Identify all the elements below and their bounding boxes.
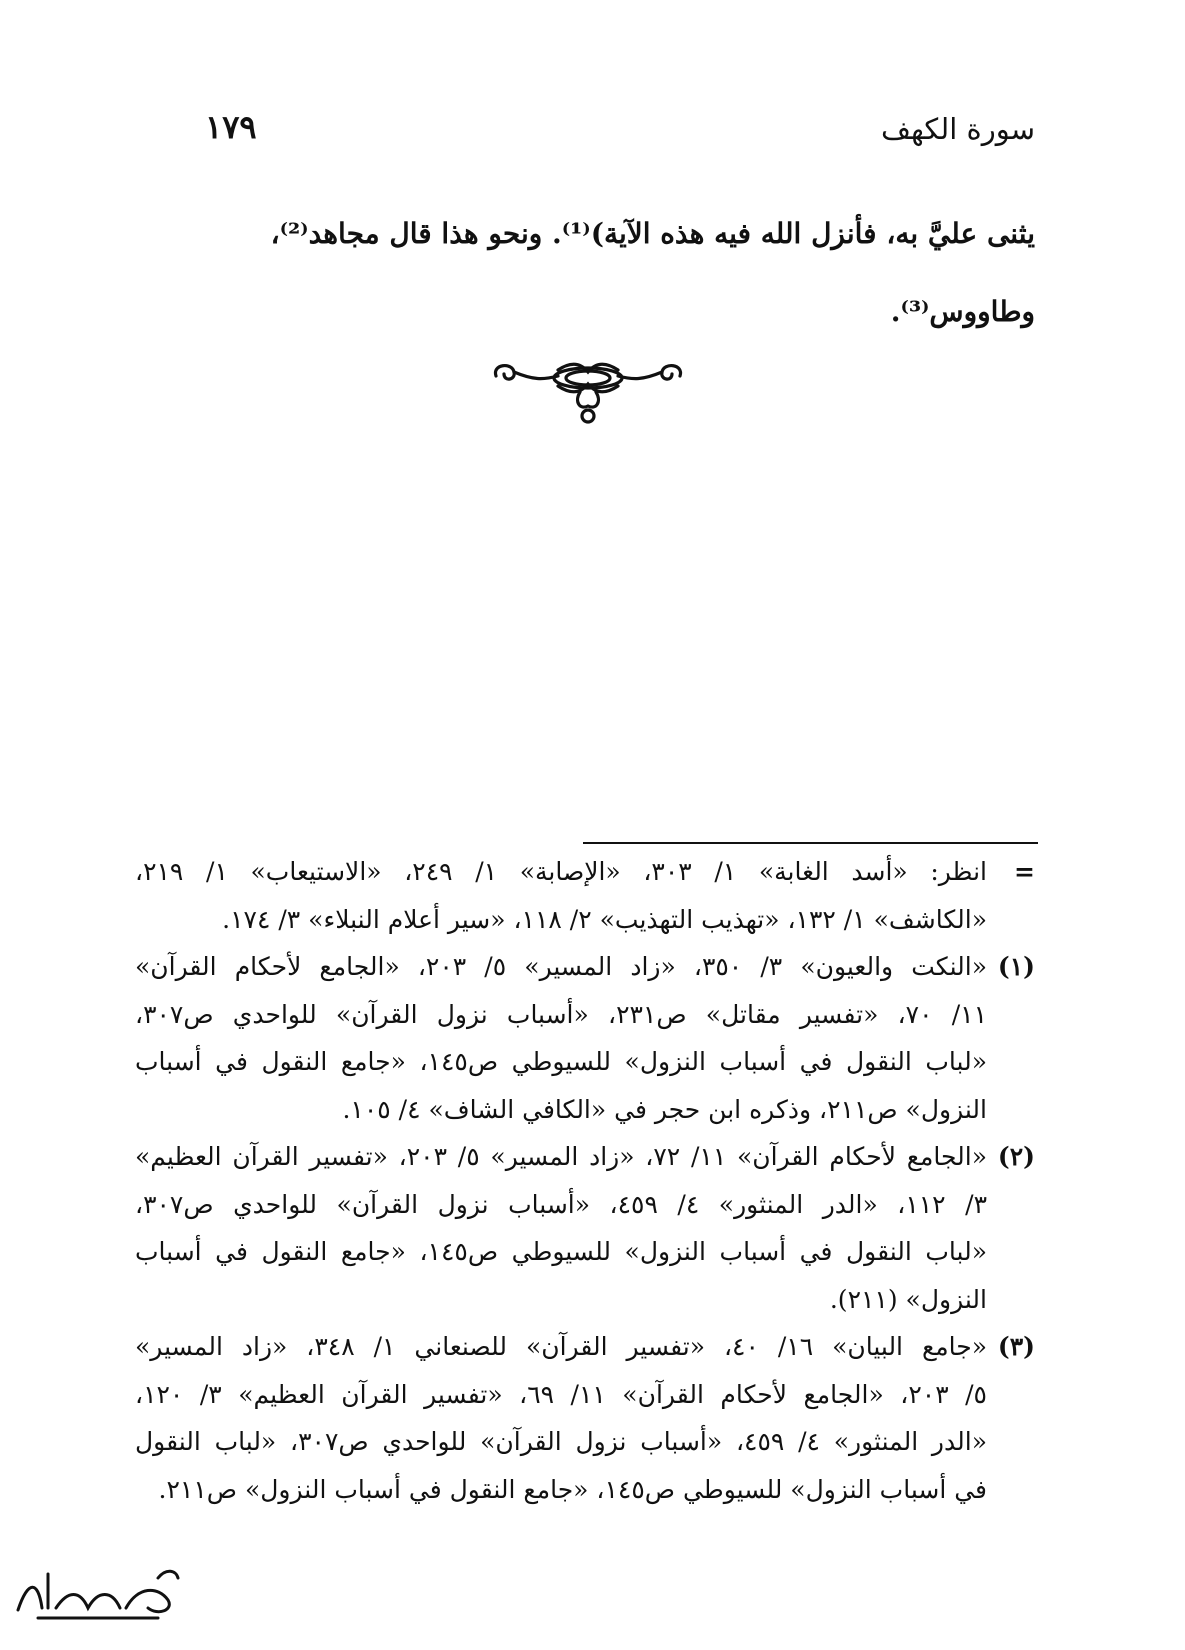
footnote-line: «الدر المنثور» ٤/ ٤٥٩، «أسباب نزول القرآن» للواحدي ص٣٠٧، «لباب النقول bbox=[135, 1427, 987, 1456]
footnote-line: ٣/ ١١٢، «الدر المنثور» ٤/ ٤٥٩، «أسباب نزول القرآن» للواحدي ص٣٠٧، bbox=[135, 1189, 987, 1219]
footnotes bbox=[135, 848, 1035, 1513]
footnote-marker: = bbox=[1014, 857, 1035, 886]
footnote-line: «الجامع لأحكام القرآن» ١١/ ٧٢، «زاد المسير» ٥/ ٢٠٣، «تفسير القرآن العظيم» bbox=[135, 1142, 987, 1171]
footnote bbox=[135, 1133, 1035, 1323]
footnote bbox=[135, 1323, 1035, 1513]
footnote-line: «الكاشف» ١/ ١٣٢، «تهذيب التهذيب» ٢/ ١١٨، «سير أعلام النبلاء» ٣/ ١٧٤. bbox=[222, 904, 987, 934]
footnote bbox=[135, 848, 1035, 943]
footnote-line: «النكت والعيون» ٣/ ٣٥٠، «زاد المسير» ٥/ ٢٠٣، «الجامع لأحكام القرآن» bbox=[135, 952, 987, 981]
main-text-line: وطاووس⁽³⁾. bbox=[890, 295, 1035, 328]
main-text-line: يثنى عليَّ به، فأنزل الله فيه هذه الآية)⁽¹⁾. ونحو هذا قال مجاهد⁽²⁾، bbox=[270, 217, 1035, 250]
footnote-line: «لباب النقول في أسباب النزول» للسيوطي ص١٤٥، «جامع النقول في أسباب bbox=[135, 1237, 987, 1266]
footnote-separator bbox=[583, 842, 1038, 844]
footnote-line: ١١/ ٧٠، «تفسير مقاتل» ص٢٣١، «أسباب نزول القرآن» للواحدي ص٣٠٧، bbox=[135, 999, 987, 1029]
footnote-line: النزول» ص٢١١، وذكره ابن حجر في «الكافي الشاف» ٤/ ١٠٥. bbox=[342, 1094, 987, 1124]
footnote-line: «جامع البيان» ١٦/ ٤٠، «تفسير القرآن» للصنعاني ١/ ٣٤٨، «زاد المسير» bbox=[135, 1332, 987, 1361]
footnote-line: انظر: «أسد الغابة» ١/ ٣٠٣، «الإصابة» ١/ ٢٤٩، «الاستيعاب» ١/ ٢١٩، bbox=[135, 857, 987, 886]
page-number: ١٧٩ bbox=[205, 108, 257, 146]
footnote-line: النزول» (٢١١). bbox=[829, 1284, 987, 1314]
calligraphy-stamp-icon bbox=[8, 1560, 188, 1630]
footnote-line: في أسباب النزول» للسيوطي ص١٤٥، «جامع النقول في أسباب النزول» ص٢١١. bbox=[158, 1474, 987, 1504]
footnote-line: «لباب النقول في أسباب النزول» للسيوطي ص١٤٥، «جامع النقول في أسباب bbox=[135, 1047, 987, 1076]
main-text bbox=[135, 195, 1035, 351]
page-header bbox=[0, 108, 1185, 158]
surah-title: سورة الكهف bbox=[881, 112, 1035, 146]
footnote bbox=[135, 943, 1035, 1133]
footnote-line: ٥/ ٢٠٣، «الجامع لأحكام القرآن» ١١/ ٦٩، «تفسير القرآن العظيم» ٣/ ١٢٠، bbox=[135, 1379, 987, 1409]
footnote-marker: (١) bbox=[997, 952, 1035, 981]
ornament-divider-icon bbox=[488, 358, 688, 430]
footnote-marker: (٣) bbox=[997, 1332, 1035, 1361]
footnote-marker: (٢) bbox=[997, 1142, 1035, 1171]
